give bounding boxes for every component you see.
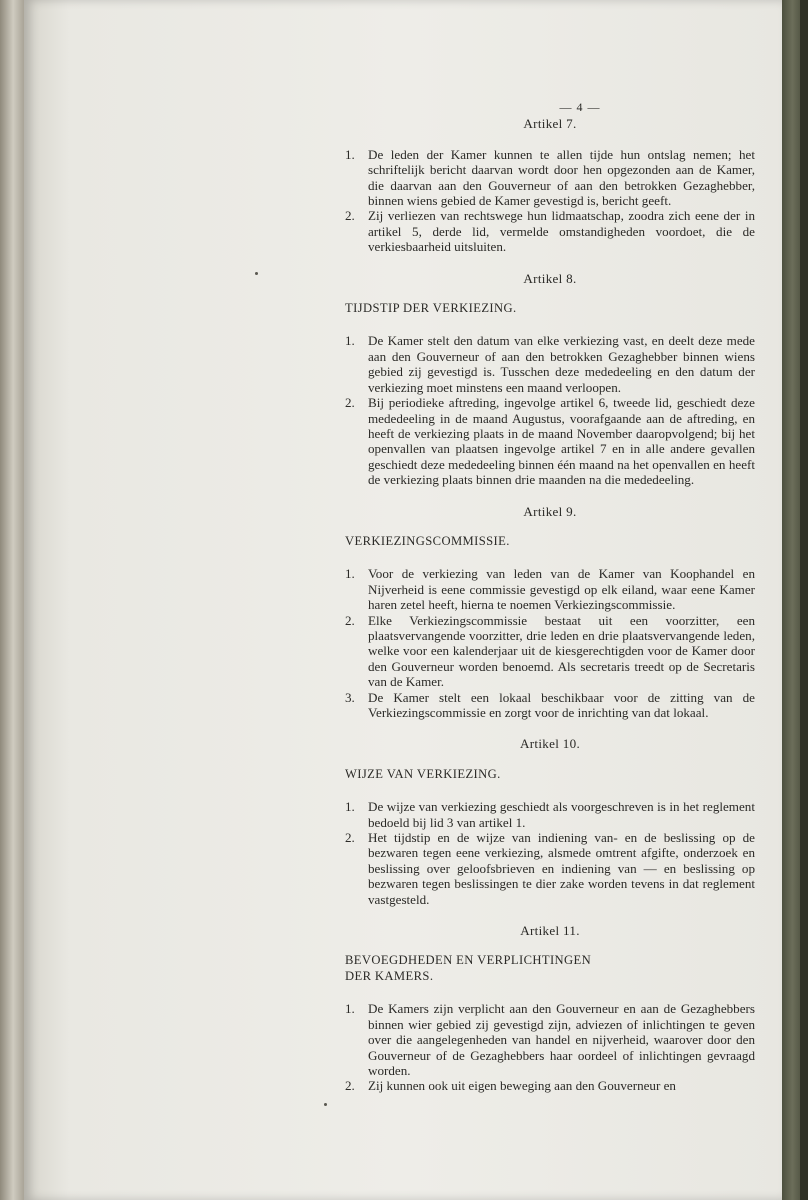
article-title: Artikel 10.: [519, 736, 581, 752]
clause-number: 2.: [345, 830, 355, 846]
clause-text: Zij kunnen ook uit eigen beweging aan den Gouverneur en: [368, 1078, 676, 1094]
clause-text: Zij verliezen van rechtswege hun lidmaatschap, zoodra zich eene der in artikel 5, derde lid, vermelde omstandigheden voordoet, die de verkiesbaarheid uitsluiten.: [368, 208, 755, 255]
clause-number: 1.: [345, 1001, 355, 1017]
book-binding-edge: [782, 0, 808, 1200]
clause-text: De Kamer stelt den datum van elke verkiezing vast, en deelt deze mede aan den Gouverneur of aan den betrokken Gezaghebber binnen wiens gebied zij gevestigd is. Tusschen deze mededeeling en den datum der verkiezing moet minstens een maand verloopen.: [368, 333, 755, 395]
article-11: [345, 923, 755, 1094]
article-title: Artikel 9.: [523, 503, 577, 519]
clause-number: 1.: [345, 799, 355, 815]
clause: [345, 1078, 755, 1093]
clause: [345, 395, 755, 487]
clause: [345, 1001, 755, 1078]
clause-text: Bij periodieke aftreding, ingevolge artikel 6, tweede lid, geschiedt deze mededeeling in de maand Augustus, voorafgaande aan de aftreding, en heeft de verkiezing plaats in de maand November daaropvolgend; bij het openvallen van plaatsen ingevolge artikel 7 en in alle andere gevallen geschiedt deze mededeeling binnen één maand na het openvallen en heeft de verkiezing plaats binnen drie maanden na die mededeeling.: [368, 395, 755, 488]
article-clauses: [345, 1001, 755, 1093]
article-clauses: [345, 566, 755, 720]
page-number: — 4 —: [559, 100, 601, 114]
article-clauses: [345, 333, 755, 487]
clause: [345, 799, 755, 830]
clause-text: De leden der Kamer kunnen te allen tijde hun ontslag nemen; het schriftelijk bericht daarvan wordt door hen opgezonden aan de Kamer, die daarvan aan den Gouverneur of aan den betrokken Gezaghebber, binnen wiens gebied de Kamer gevestigd is, bericht geeft.: [368, 146, 755, 209]
article-8: [345, 271, 755, 488]
clause: [345, 690, 755, 721]
section-heading: VERKIEZINGSCOMMISSIE.: [345, 533, 510, 548]
article-clauses: [345, 147, 755, 255]
page-content: [345, 100, 755, 1110]
clause: [345, 147, 755, 209]
clause: [345, 333, 755, 395]
article-title: Artikel 11.: [520, 923, 580, 939]
clause-number: 2.: [345, 395, 355, 411]
clause-number: 2.: [345, 1078, 355, 1094]
section-heading: WIJZE VAN VERKIEZING.: [345, 766, 501, 781]
clause: [345, 566, 755, 612]
paper-speck: [255, 272, 258, 275]
clause-text: Voor de verkiezing van leden van de Kamer van Koophandel en Nijverheid is eene commissie gevestigd op elk eiland, waar eene Kamer haren zetel heeft, hierna te noemen Verkiezingscommissie.: [368, 566, 755, 613]
clause: [345, 208, 755, 254]
binding-strip: [800, 0, 808, 1200]
article-9: [345, 504, 755, 721]
article-10: [345, 736, 755, 907]
clause: [345, 613, 755, 690]
clause-text: Het tijdstip en de wijze van indiening van- en de beslissing op de bezwaren tegen eene verkiezing, alsmede omtrent afgifte, onderzoek en beslissing over geloofsbrieven en indiening van — en beslissing op bezwaren tegen beslissingen te dier zake worden tevens in dat reglement vastgesteld.: [368, 830, 755, 907]
section-heading: TIJDSTIP DER VERKIEZING.: [345, 301, 517, 316]
clause-number: 1.: [345, 146, 355, 162]
clause-number: 3.: [345, 689, 355, 705]
clause-number: 2.: [345, 208, 355, 224]
section-heading: BEVOEGDHEDEN EN VERPLICHTINGEN DER KAMERS.: [345, 953, 592, 983]
clause-text: De Kamers zijn verplicht aan den Gouverneur en aan de Gezaghebbers binnen wier gebied zij gevestigd zijn, adviezen of inlichtingen te geven over die aangelegenheden van handel en nijverheid, waarover door den Gouverneur of de Gezaghebbers haar oordeel of inlichtingen gevraagd worden.: [368, 1001, 755, 1078]
article-clauses: [345, 799, 755, 907]
paper-speck: [324, 1103, 327, 1106]
clause-number: 1.: [345, 333, 355, 349]
clause-text: De Kamer stelt een lokaal beschikbaar voor de zitting van de Verkiezingscommissie en zorgt voor de inrichting van dat lokaal.: [368, 689, 755, 720]
clause-text: De wijze van verkiezing geschiedt als voorgeschreven is in het reglement bedoeld bij lid 3 van artikel 1.: [368, 799, 755, 830]
clause-number: 1.: [345, 566, 355, 582]
article-title: Artikel 7.: [523, 116, 577, 132]
adjacent-page-edge: [0, 0, 24, 1200]
article-7: [345, 116, 755, 254]
clause-text: Elke Verkiezingscommissie bestaat uit een voorzitter, een plaatsvervangende voorzitter, drie leden en drie plaatsvervangende leden, welke voor een kalenderjaar uit de kiesgerechtigden voor de Kamer door den Gouverneur worden benoemd. Als secretaris treedt op de Secretaris van de Kamer.: [368, 612, 755, 690]
article-title: Artikel 8.: [523, 270, 577, 286]
clause: [345, 830, 755, 907]
clause-number: 2.: [345, 612, 355, 628]
